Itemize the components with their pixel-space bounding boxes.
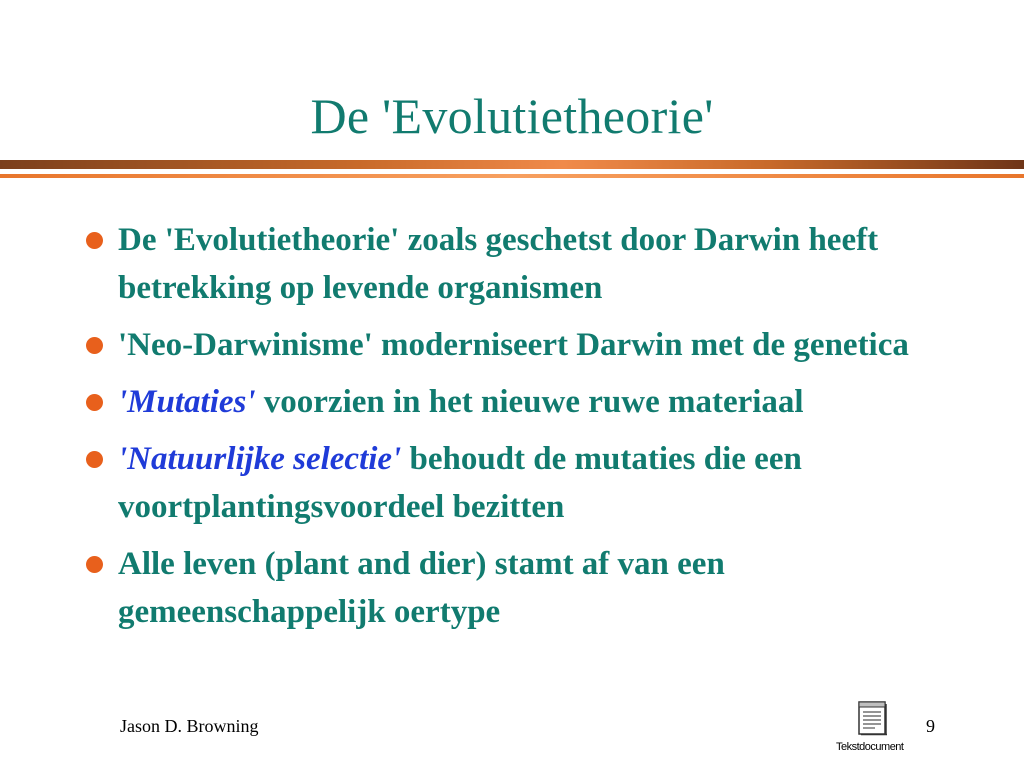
bullet-emphasis: 'Mutaties' [118,384,256,420]
bullet-item [70,540,970,636]
bullet-dot-icon [86,556,103,573]
title-divider-thin [0,174,1024,178]
text-document-icon[interactable] [857,700,887,736]
bullet-item [70,216,970,312]
bullet-emphasis: 'Natuurlijke selectie' [118,441,402,477]
bullet-dot-icon [86,232,103,249]
bullet-text: 'Neo-Darwinisme' moderniseert Darwin met de genetica [118,327,909,363]
bullet-text: voorzien in het nieuwe ruwe materiaal [263,384,804,420]
slide-title: De 'Evolutietheorie' [310,88,714,144]
bullet-item [70,378,970,426]
bullet-item [70,321,970,369]
bullet-item [70,435,970,531]
page-number: 9 [926,716,935,736]
bullet-text: Alle leven (plant and dier) stamt af van een gemeenschappelijk oertype [118,546,725,630]
footer-author: Jason D. Browning [120,716,259,736]
title-divider-thick [0,160,1024,169]
bullet-dot-icon [86,451,103,468]
bullet-dot-icon [86,337,103,354]
bullet-list [70,216,970,645]
attachment-label[interactable]: Tekstdocument [836,741,904,753]
bullet-dot-icon [86,394,103,411]
bullet-text: behoudt de mutaties die een voortplantingsvoordeel bezitten [118,441,802,525]
bullet-text: De 'Evolutietheorie' zoals geschetst door Darwin heeft betrekking op levende organismen [118,222,879,306]
